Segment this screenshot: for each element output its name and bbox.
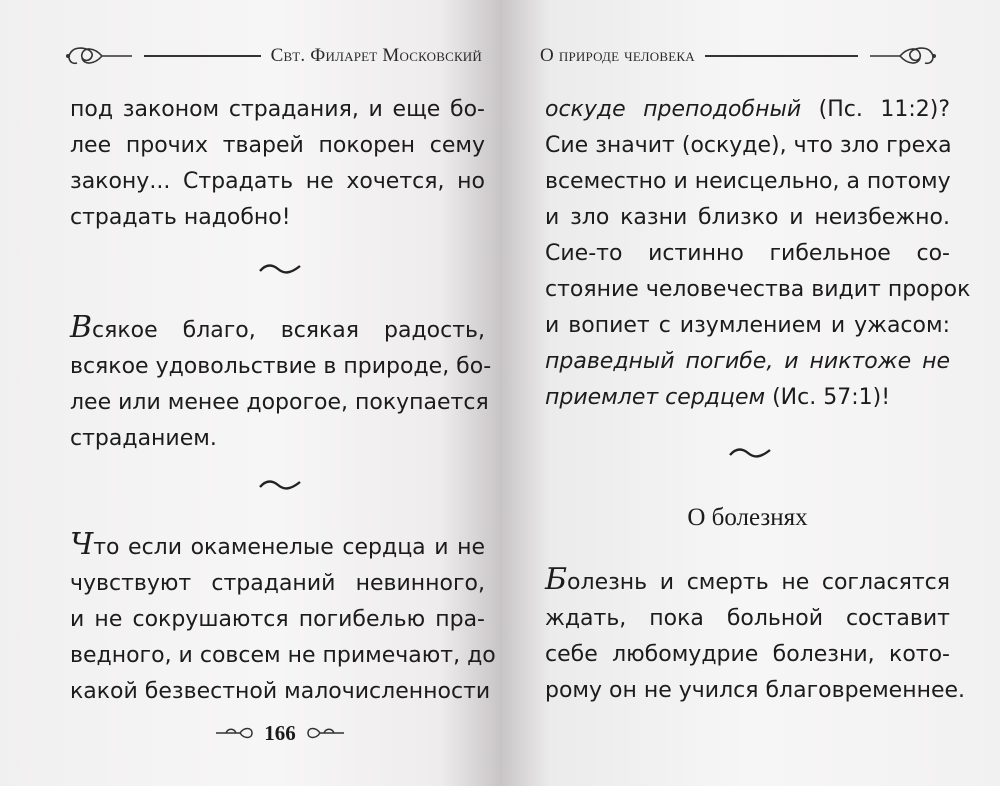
right-running-head <box>540 38 940 74</box>
text-line: то если окаменелые сердца и не <box>93 535 485 560</box>
text-line: и зло казни близко и неизбежно. <box>545 205 950 230</box>
text-line: олезнь и смерть не согласятся <box>567 570 950 595</box>
section-divider-icon <box>258 262 302 276</box>
drop-cap: Ч <box>70 527 94 562</box>
folio-ornament-icon <box>214 725 256 741</box>
reference: (Ис. 57:1)! <box>765 385 891 410</box>
left-paragraph-2 <box>70 310 492 457</box>
right-text-block <box>545 92 971 416</box>
text-line: и не сокрушаются погибелью пра- <box>70 607 485 632</box>
text-line <box>545 92 950 128</box>
left-paragraph-3 <box>70 527 496 710</box>
page-number: 166 <box>264 720 296 745</box>
scripture-quote: оскуде преподобный <box>545 97 802 122</box>
section-title: О болезнях <box>687 504 808 531</box>
text-line: закону... Страдать не хочется, но <box>70 169 485 194</box>
left-running-head <box>62 38 482 74</box>
text-line: страдать надобно! <box>70 205 291 230</box>
text-line: всеместно и неисцельно, а потому <box>545 169 951 194</box>
left-text-block <box>70 92 485 236</box>
text-line: себе любомудрие болезни, кото- <box>545 642 950 667</box>
folio-ornament-icon <box>304 725 346 741</box>
section-divider-icon <box>258 478 302 492</box>
text-line <box>545 380 950 416</box>
text-line: какой безвестной малочисленности <box>70 679 491 704</box>
text-line: под законом страдания, и еще бо- <box>70 97 485 122</box>
header-rule <box>705 55 858 57</box>
text-line <box>70 310 485 349</box>
page-number-folio <box>200 718 360 748</box>
text-line: сякое благо, всякая радость, <box>92 318 485 343</box>
text-line: ждать, пока больной составит <box>545 606 950 631</box>
text-line: страданием. <box>70 426 217 451</box>
running-head-title: Свт. Филарет Московский <box>270 45 482 66</box>
running-head-title: О природе человека <box>540 45 695 66</box>
text-line: всякое удовольствие в природе, бо- <box>70 354 492 379</box>
right-paragraph-2 <box>545 562 966 709</box>
text-line: Сие-то истинно гибельное со- <box>545 241 950 266</box>
text-line: лее или менее дорогое, покупается <box>70 390 489 415</box>
header-flourish-icon <box>62 41 134 71</box>
text-line: Сие значит (оскуде), что зло греха <box>545 133 952 158</box>
drop-cap: Б <box>545 562 568 597</box>
text-line: и вопиет с изумлением и ужасом: <box>545 313 950 338</box>
scripture-quote: праведный погибе, и никтоже не <box>545 349 950 374</box>
text-line: стояние человечества видит пророк <box>545 277 971 302</box>
reference: (Пс. 11:2)? <box>801 97 950 122</box>
header-rule <box>144 55 261 57</box>
text-line: лее прочих тварей покорен сему <box>70 133 485 158</box>
text-line: рому он не учился благовременнее. <box>545 678 966 703</box>
text-line: чувствуют страданий невинного, <box>70 571 485 596</box>
drop-cap: В <box>70 310 93 345</box>
text-line <box>545 562 950 601</box>
section-divider-icon <box>728 446 772 460</box>
text-line <box>70 527 485 566</box>
text-line: ведного, и совсем не примечают, до <box>70 643 496 668</box>
scripture-quote: приемлет сердцем <box>545 385 766 410</box>
header-flourish-icon <box>868 41 940 71</box>
